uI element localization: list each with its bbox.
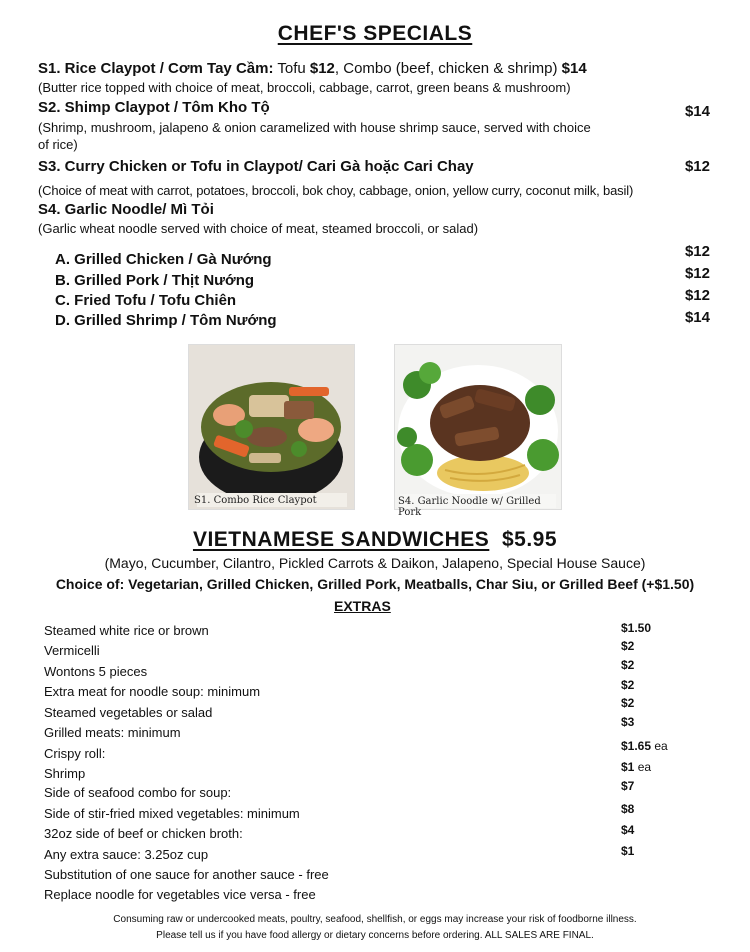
extra-item-price: $2 — [621, 658, 635, 672]
s4-name: S4. Garlic Noodle/ Mì Tỏi — [38, 201, 214, 218]
s4-option-b: B. Grilled Pork / Thịt Nướng — [55, 272, 255, 289]
sandwiches-description: (Mayo, Cucumber, Cilantro, Pickled Carrots & Daikon, Jalapeno, Special House Sauce) — [104, 555, 646, 571]
extra-item-label: Shrimp — [44, 766, 86, 781]
s4-option-d: D. Grilled Shrimp / Tôm Nướng — [55, 312, 277, 329]
extras-title: EXTRAS — [334, 598, 391, 614]
extra-item-label: Side of stir-fried mixed vegetables: minimum — [44, 806, 300, 821]
extra-item-price: $1 ea — [621, 760, 652, 774]
s1-line — [38, 60, 728, 77]
s2-price: $14 — [684, 103, 710, 120]
sandwiches-title: VIETNAMESE SANDWICHES — [192, 528, 490, 551]
s3-name: S3. Curry Chicken or Tofu in Claypot/ Cari Gà hoặc Cari Chay — [38, 158, 474, 175]
footer-allergy-notice: Please tell us if you have food allergy or dietary concerns before ordering. ALL SALES ARE FINAL. — [156, 930, 594, 941]
extra-item-label: 32oz side of beef or chicken broth: — [44, 826, 243, 841]
sandwiches-price: $5.95 — [501, 528, 558, 551]
extra-item-label: Steamed white rice or brown — [44, 623, 209, 638]
s2-description: (Shrimp, mushroom, jalapeno & onion caramelized with house shrimp sauce, served with choice of rice) — [38, 120, 591, 152]
garlic-noodle-photo — [394, 344, 562, 518]
s4-option-d-price: $14 — [684, 309, 710, 326]
s3-description: (Choice of meat with carrot, potatoes, broccoli, bok choy, cabbage, onion, yellow curry, coconut milk, basil) — [38, 183, 634, 198]
extra-item-price: $7 — [621, 779, 635, 793]
s4-option-b-price: $12 — [684, 265, 710, 282]
s1-tofu-text: Tofu — [273, 60, 310, 77]
extra-item-price: $2 — [621, 696, 635, 710]
s1-tofu-price: $12 — [309, 60, 335, 77]
extra-item-label: Grilled meats: minimum — [44, 725, 181, 740]
extra-item-label: Extra meat for noodle soup: minimum — [44, 684, 261, 699]
extra-item-price: $8 — [621, 802, 635, 816]
footer-disclaimer: Consuming raw or undercooked meats, poultry, seafood, shellfish, or eggs may increase your risk of foodborne illness. — [113, 914, 637, 925]
s4-option-a-price: $12 — [684, 243, 710, 260]
extra-item-price: $2 — [621, 678, 635, 692]
extra-item-price: $4 — [621, 823, 635, 837]
s1-name: S1. Rice Claypot / Cơm Tay Cầm: — [38, 60, 274, 77]
extra-item-label: Side of seafood combo for soup: — [44, 785, 232, 800]
sandwiches-heading — [0, 528, 750, 552]
s1-description: (Butter rice topped with choice of meat, broccoli, cabbage, carrot, green beans & mushroom) — [38, 80, 571, 95]
s1-combo-text: , Combo (beef, chicken & shrimp) — [334, 60, 562, 77]
extra-item-price: $2 — [621, 639, 635, 653]
combo-rice-claypot-photo — [188, 344, 355, 510]
sandwiches-choice: Choice of: Vegetarian, Grilled Chicken, Grilled Pork, Meatballs, Char Siu, or Grilled Beef (+$1.50) — [55, 576, 695, 592]
s4-option-c: C. Fried Tofu / Tofu Chiên — [55, 292, 237, 309]
s3-price: $12 — [684, 158, 710, 175]
extra-item-label: Vermicelli — [44, 643, 100, 658]
extra-item-label: Wontons 5 pieces — [44, 664, 148, 679]
extra-item-label: Steamed vegetables or salad — [44, 705, 213, 720]
extra-item-price: $3 — [621, 715, 635, 729]
photo-caption-1: S1. Combo Rice Claypot — [194, 495, 317, 506]
chef-specials-title: CHEF'S SPECIALS — [277, 22, 473, 45]
s4-option-c-price: $12 — [684, 287, 710, 304]
photo-caption-2: S4. Garlic Noodle w/ Grilled Pork — [398, 496, 541, 518]
extra-item-price: $1.65 ea — [621, 739, 668, 753]
s2-name: S2. Shimp Claypot / Tôm Kho Tộ — [38, 99, 270, 116]
extra-item-label: Any extra sauce: 3.25oz cup — [44, 847, 209, 862]
extra-item-price: $1.50 — [621, 621, 652, 635]
s1-combo-price: $14 — [561, 60, 587, 77]
s4-description: (Garlic wheat noodle served with choice of meat, steamed broccoli, or salad) — [38, 221, 479, 236]
extra-item-label: Crispy roll: — [44, 746, 106, 761]
extra-item-price: $1 — [621, 844, 635, 858]
extra-item-label: Substitution of one sauce for another sauce - free — [44, 867, 329, 882]
s4-option-a: A. Grilled Chicken / Gà Nướng — [55, 251, 272, 268]
extra-item-label: Replace noodle for vegetables vice versa - free — [44, 887, 316, 902]
